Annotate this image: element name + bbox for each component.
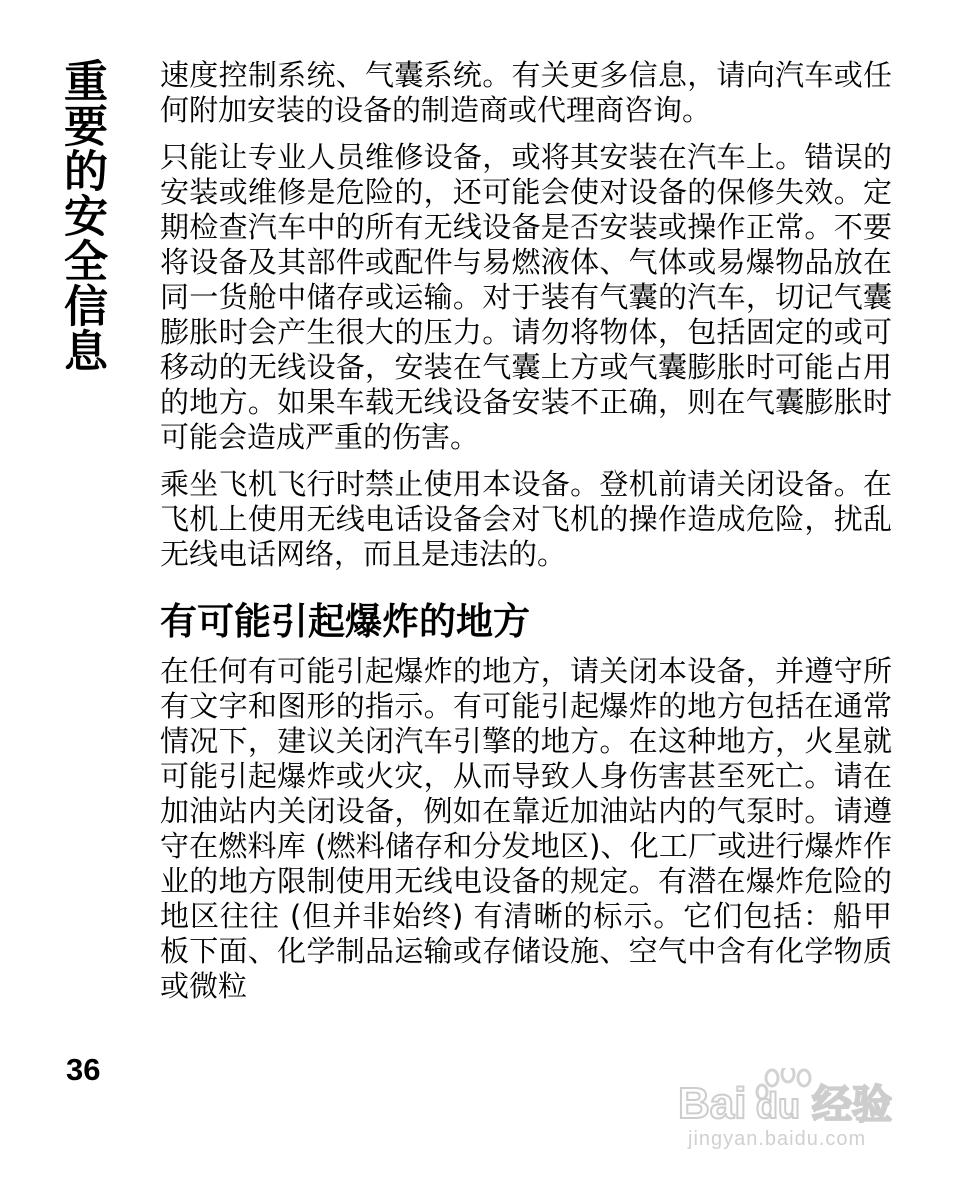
page-number: 36 bbox=[66, 1052, 101, 1087]
svg-text:Bai: Bai bbox=[678, 1079, 747, 1124]
paragraph-explosive-areas: 在任何有可能引起爆炸的地方，请关闭本设备，并遵守所有文字和图形的指示。有可能引起爆炸的地方包括在通常情况下，建议关闭汽车引擎的地方。在这种地方，火星就可能引起爆炸或火灾，从而导致人身伤害甚至死亡。请在加油站内关闭设备，例如在靠近加油站内的气泵时。请遵守在燃料库 (燃料储存和分发地区)、化工厂或进行爆炸作业的地方限制使用无线电设备的规定。有潜在爆炸危险的地区往往 (但并非始终) 有清晰的标示。它们包括：船甲板下面、化学制品运输或存储设施、空气中含有化学物质或微粒 bbox=[160, 654, 892, 1003]
baidu-paw-logo-icon bbox=[676, 1068, 906, 1124]
baidu-watermark bbox=[676, 1060, 906, 1155]
paragraph-aircraft: 乘坐飞机飞行时禁止使用本设备。登机前请关闭设备。在飞机上使用无线电话设备会对飞机的操作造成危险，扰乱无线电话网络，而且是违法的。 bbox=[160, 467, 892, 571]
section-heading: 有可能引起爆炸的地方 bbox=[160, 600, 530, 643]
svg-text:du: du bbox=[756, 1085, 800, 1124]
paragraph-installation: 只能让专业人员维修设备，或将其安装在汽车上。错误的安装或维修是危险的，还可能会使对设备的保修失效。定期检查汽车中的所有无线设备是否安装或操作正常。不要将设备及其部件或配件与易燃液体、气体或易爆物品放在同一货舱中储存或运输。对于装有气囊的汽车，切记气囊膨胀时会产生很大的压力。请勿将物体，包括固定的或可移动的无线设备，安装在气囊上方或气囊膨胀时可能占用的地方。如果车载无线设备安装不正确，则在气囊膨胀时可能会造成严重的伤害。 bbox=[160, 140, 892, 454]
paragraph-airbag-intro: 速度控制系统、气囊系统。有关更多信息，请向汽车或任何附加安装的设备的制造商或代理商咨询。 bbox=[160, 58, 892, 127]
watermark-url: jingyan.baidu.com bbox=[688, 1128, 867, 1150]
side-title: 重要的安全信息 bbox=[56, 58, 107, 373]
page-content bbox=[160, 58, 892, 1004]
svg-text:经验: 经验 bbox=[812, 1082, 892, 1124]
